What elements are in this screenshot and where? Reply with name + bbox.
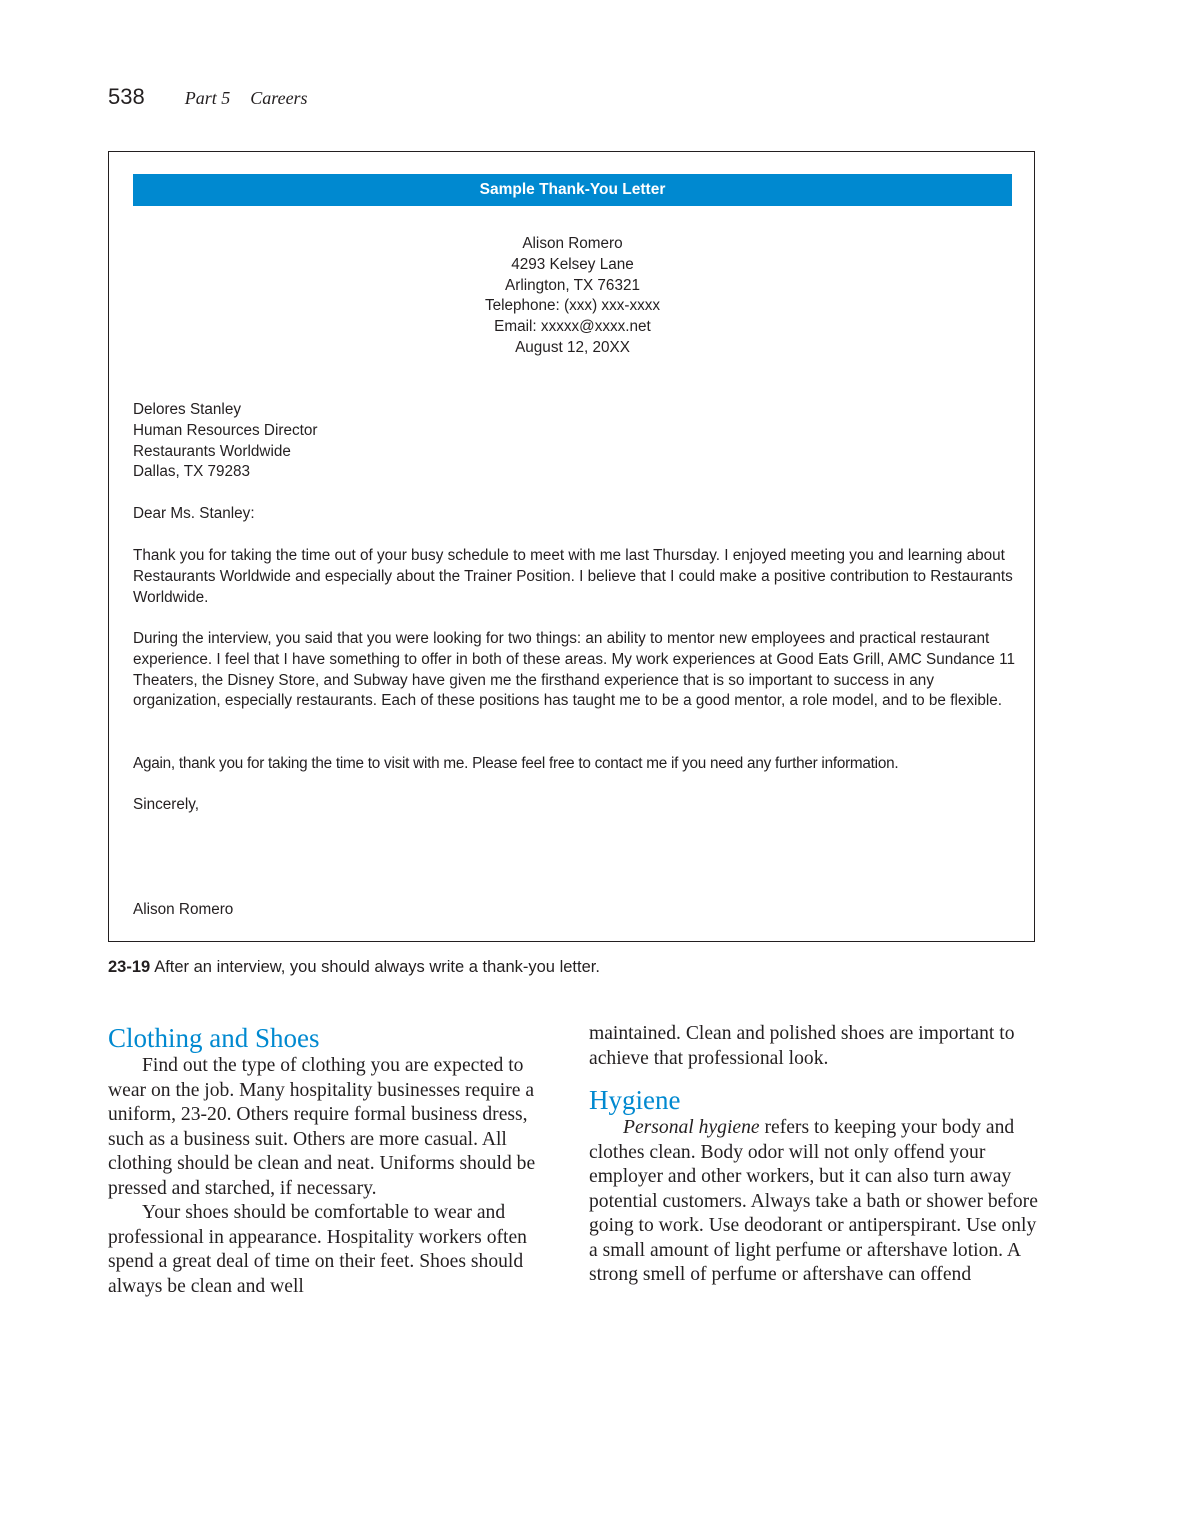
letter-signature: Alison Romero — [133, 901, 234, 918]
figure-caption-text: After an interview, you should always write a thank-you letter. — [154, 958, 600, 976]
sender-telephone: Telephone: (xxx) xxx-xxxx — [484, 297, 661, 315]
key-term: Personal hygiene — [623, 1117, 760, 1138]
letter-paragraph: During the interview, you said that you were looking for two things: an ability to mentor new employees and practical restaurant experience. I feel that I have something to offer in both of these areas. My work experiences at Good Eats Grill, AMC Sundance 11 Theaters, the Disney Store, and Subway have given me the firsthand experience that is so important to success in any organization, especially restaurants. Each of these positions has taught me to be a good mentor, a role model, and to be flexible. — [133, 630, 1016, 710]
sender-name: Alison Romero — [522, 235, 623, 252]
right-column — [589, 1022, 1039, 1288]
figure-number: 23-19 — [108, 958, 151, 976]
figure-caption — [108, 958, 600, 977]
recipient-name: Delores Stanley — [133, 401, 241, 418]
section-heading-clothing: Clothing and Shoes — [108, 1023, 320, 1053]
figure-banner-title: Sample Thank-You Letter — [133, 174, 1012, 206]
sample-letter-figure — [108, 151, 1035, 942]
sender-email: Email: xxxxx@xxxx.net — [494, 318, 651, 336]
letter-date: August 12, 20XX — [515, 338, 630, 356]
section-heading-hygiene: Hygiene — [589, 1085, 681, 1115]
recipient-title: Human Resources Director — [133, 421, 318, 439]
sender-city: Arlington, TX 76321 — [505, 276, 640, 294]
left-column — [108, 1022, 558, 1299]
sender-block — [109, 234, 1036, 359]
running-head — [185, 88, 308, 109]
page-number: 538 — [108, 84, 145, 109]
page-header — [108, 84, 308, 114]
recipient-city: Dallas, TX 79283 — [133, 463, 251, 481]
body-paragraph-text: refers to keeping your body and clothes clean. Body odor will not only offend your employer and other workers, but it can also turn away potential customers. Always take a bath or shower before going to work. Use deodorant or antiperspirant. Use only a small amount of light perfume or aftershave lotion. A strong smell of perfume or aftershave can offend — [589, 1117, 1038, 1285]
sender-street: 4293 Kelsey Lane — [511, 255, 634, 273]
salutation: Dear Ms. Stanley: — [133, 505, 255, 522]
body-paragraph-continued: maintained. Clean and polished shoes are important to achieve that professional look. — [589, 1023, 1015, 1069]
part-label: Part 5 — [184, 88, 231, 108]
recipient-block — [133, 400, 317, 483]
letter-paragraph: Again, thank you for taking the time to visit with me. Please feel free to contact me if you need any further information. — [133, 755, 899, 772]
section-label: Careers — [250, 88, 308, 108]
letter-paragraph: Thank you for taking the time out of your busy schedule to meet with me last Thursday. I enjoyed meeting you and learning about Restaurants Worldwide and especially about the Trainer Position. I believe that I could make a positive contribution to Restaurants Worldwide. — [133, 547, 1013, 606]
recipient-company: Restaurants Worldwide — [133, 442, 291, 460]
letter-closing: Sincerely, — [133, 796, 200, 813]
body-paragraph: Find out the type of clothing you are expected to wear on the job. Many hospitality businesses require a uniform, 23-20. Others require formal business dress, such as a business suit. Others are more casual. All clothing should be clean and neat. Uniforms should be pressed and starched, if necessary. — [108, 1055, 536, 1199]
body-paragraph: Your shoes should be comfortable to wear and professional in appearance. Hospitality workers often spend a great deal of time on their feet. Shoes should always be clean and well — [108, 1202, 527, 1297]
body-paragraph — [589, 1116, 1039, 1288]
